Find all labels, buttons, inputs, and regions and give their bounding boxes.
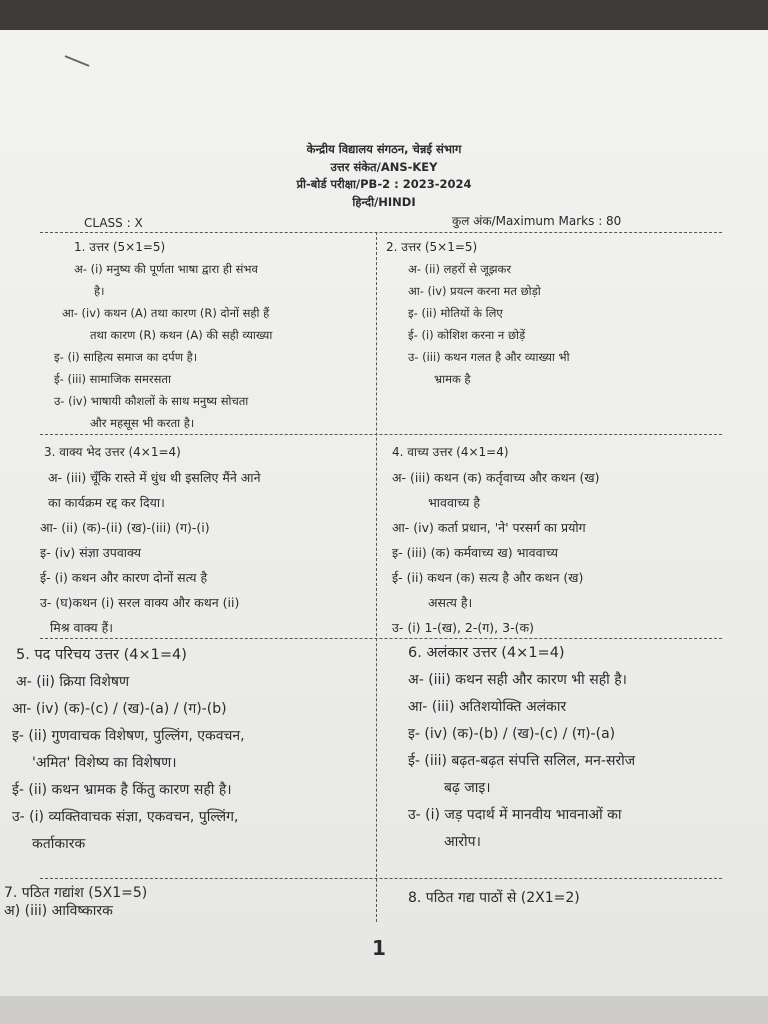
list-item: उ- (iv) भाषायी कौशलों के साथ मनुष्य सोचता — [54, 394, 249, 408]
list-item: इ- (iv) संज्ञा उपवाक्य — [40, 545, 141, 560]
q6-title: 6. अलंकार उत्तर (4×1=4) — [408, 645, 565, 661]
q1-block — [54, 236, 272, 434]
list-item: आ- (ii) (क)-(ii) (ख)-(iii) (ग)-(i) — [40, 520, 210, 535]
list-item: अ- (iii) कथन सही और कारण भी सही है। — [408, 672, 627, 688]
list-item: उ- (i) 1-(ख), 2-(ग), 3-(क) — [392, 620, 534, 635]
list-item: उ- (iii) कथन गलत है और व्याख्या भी — [408, 350, 570, 364]
grid-line — [40, 232, 722, 233]
list-item: इ- (iii) (क) कर्मवाच्य ख) भाववाच्य — [392, 545, 558, 560]
class-label: CLASS : X — [84, 216, 143, 230]
list-item: आरोप। — [444, 834, 481, 850]
q3-block — [40, 440, 261, 640]
list-item: का कार्यक्रम रद्द कर दिया। — [48, 495, 165, 510]
list-item: इ- (iv) (क)-(b) / (ख)-(c) / (ग)-(a) — [408, 726, 616, 742]
max-marks-label: कुल अंक/Maximum Marks : 80 — [452, 214, 622, 228]
list-item: आ- (iv) प्रयत्न करना मत छोड़ो — [408, 284, 541, 298]
doc-title: उत्तर संकेत/ANS-KEY — [330, 160, 438, 174]
list-item: ई- (i) कोशिश करना न छोड़ें — [408, 328, 526, 342]
list-item: अ- (iii) कथन (क) कर्तृवाच्य और कथन (ख) — [392, 470, 600, 485]
list-item: ई- (iii) बढ़त-बढ़त संपत्ति सलिल, मन-सरोज — [408, 753, 636, 769]
list-item: उ- (i) जड़ पदार्थ में मानवीय भावनाओं का — [408, 807, 622, 823]
q7-block — [4, 884, 147, 920]
list-item: अ- (ii) लहरों से जूझकर — [408, 262, 512, 276]
q5-block — [12, 642, 245, 858]
q2-title: 2. उत्तर (5×1=5) — [386, 240, 478, 254]
grid-line — [40, 434, 722, 435]
q1-title: 1. उत्तर (5×1=5) — [74, 240, 166, 254]
page-number: 1 — [372, 936, 386, 960]
org-name: केन्द्रीय विद्यालय संगठन, चेन्नई संभाग — [306, 142, 462, 156]
list-item: अ- (ii) क्रिया विशेषण — [16, 674, 130, 690]
list-item: और महसूस भी करता है। — [90, 416, 195, 430]
q8-title: 8. पठित गद्य पाठों से (2X1=2) — [408, 890, 580, 906]
list-item: तथा कारण (R) कथन (A) की सही व्याख्या — [90, 328, 273, 342]
list-item: असत्य है। — [428, 595, 473, 610]
list-item: ई- (ii) कथन भ्रामक है किंतु कारण सही है। — [12, 782, 232, 798]
grid-line — [40, 878, 722, 879]
list-item: इ- (ii) मोतियों के लिए — [408, 306, 503, 320]
exam-name: प्री-बोर्ड परीक्षा/PB-2 : 2023-2024 — [296, 177, 472, 191]
list-item: इ- (i) साहित्य समाज का दर्पण है। — [54, 350, 198, 364]
list-item: आ- (iv) कर्ता प्रधान, 'ने' परसर्ग का प्रयोग — [392, 520, 586, 535]
q2-block — [386, 236, 570, 390]
subject-name: हिन्दी/HINDI — [352, 195, 416, 209]
q4-block — [392, 440, 599, 640]
list-item: कर्ताकारक — [32, 836, 86, 852]
answer-grid — [12, 232, 722, 922]
list-item: आ- (iv) (क)-(c) / (ख)-(a) / (ग)-(b) — [12, 701, 227, 717]
list-item: अ- (i) मनुष्य की पूर्णता भाषा द्वारा ही संभव — [74, 262, 258, 276]
list-item: है। — [94, 284, 105, 298]
q5-title: 5. पद परिचय उत्तर (4×1=4) — [16, 647, 187, 663]
q4-title: 4. वाच्य उत्तर (4×1=4) — [392, 445, 509, 459]
grid-divider — [376, 232, 377, 922]
list-item: उ- (i) व्यक्तिवाचक संज्ञा, एकवचन, पुल्लिंग, — [12, 809, 239, 825]
q3-title: 3. वाक्य भेद उत्तर (4×1=4) — [44, 445, 181, 459]
list-item: आ- (iii) अतिशयोक्ति अलंकार — [408, 699, 567, 715]
list-item: अ) (iii) आविष्कारक — [4, 903, 113, 919]
q6-block — [408, 640, 635, 856]
list-item: आ- (iv) कथन (A) तथा कारण (R) दोनों सही हैं — [62, 306, 270, 320]
list-item: ई- (i) कथन और कारण दोनों सत्य है — [40, 570, 208, 585]
list-item: भ्रामक है — [434, 372, 471, 386]
list-item: उ- (घ)कथन (i) सरल वाक्य और कथन (ii) — [40, 595, 240, 610]
list-item: भाववाच्य है — [428, 495, 480, 510]
list-item: ई- (iii) सामाजिक समरसता — [54, 372, 171, 386]
list-item: ई- (ii) कथन (क) सत्य है और कथन (ख) — [392, 570, 584, 585]
q7-title: 7. पठित गद्यांश (5X1=5) — [4, 885, 148, 901]
list-item: 'अमित' विशेष्य का विशेषण। — [32, 755, 177, 771]
list-item: इ- (ii) गुणवाचक विशेषण, पुल्लिंग, एकवचन, — [12, 728, 245, 744]
list-item: मिश्र वाक्य हैं। — [50, 620, 114, 635]
desk-surface — [0, 996, 768, 1024]
list-item: बढ़ जाइ। — [444, 780, 491, 796]
list-item: अ- (iii) चूँकि रास्ते में धुंध थी इसलिए मैंने आने — [48, 470, 261, 485]
